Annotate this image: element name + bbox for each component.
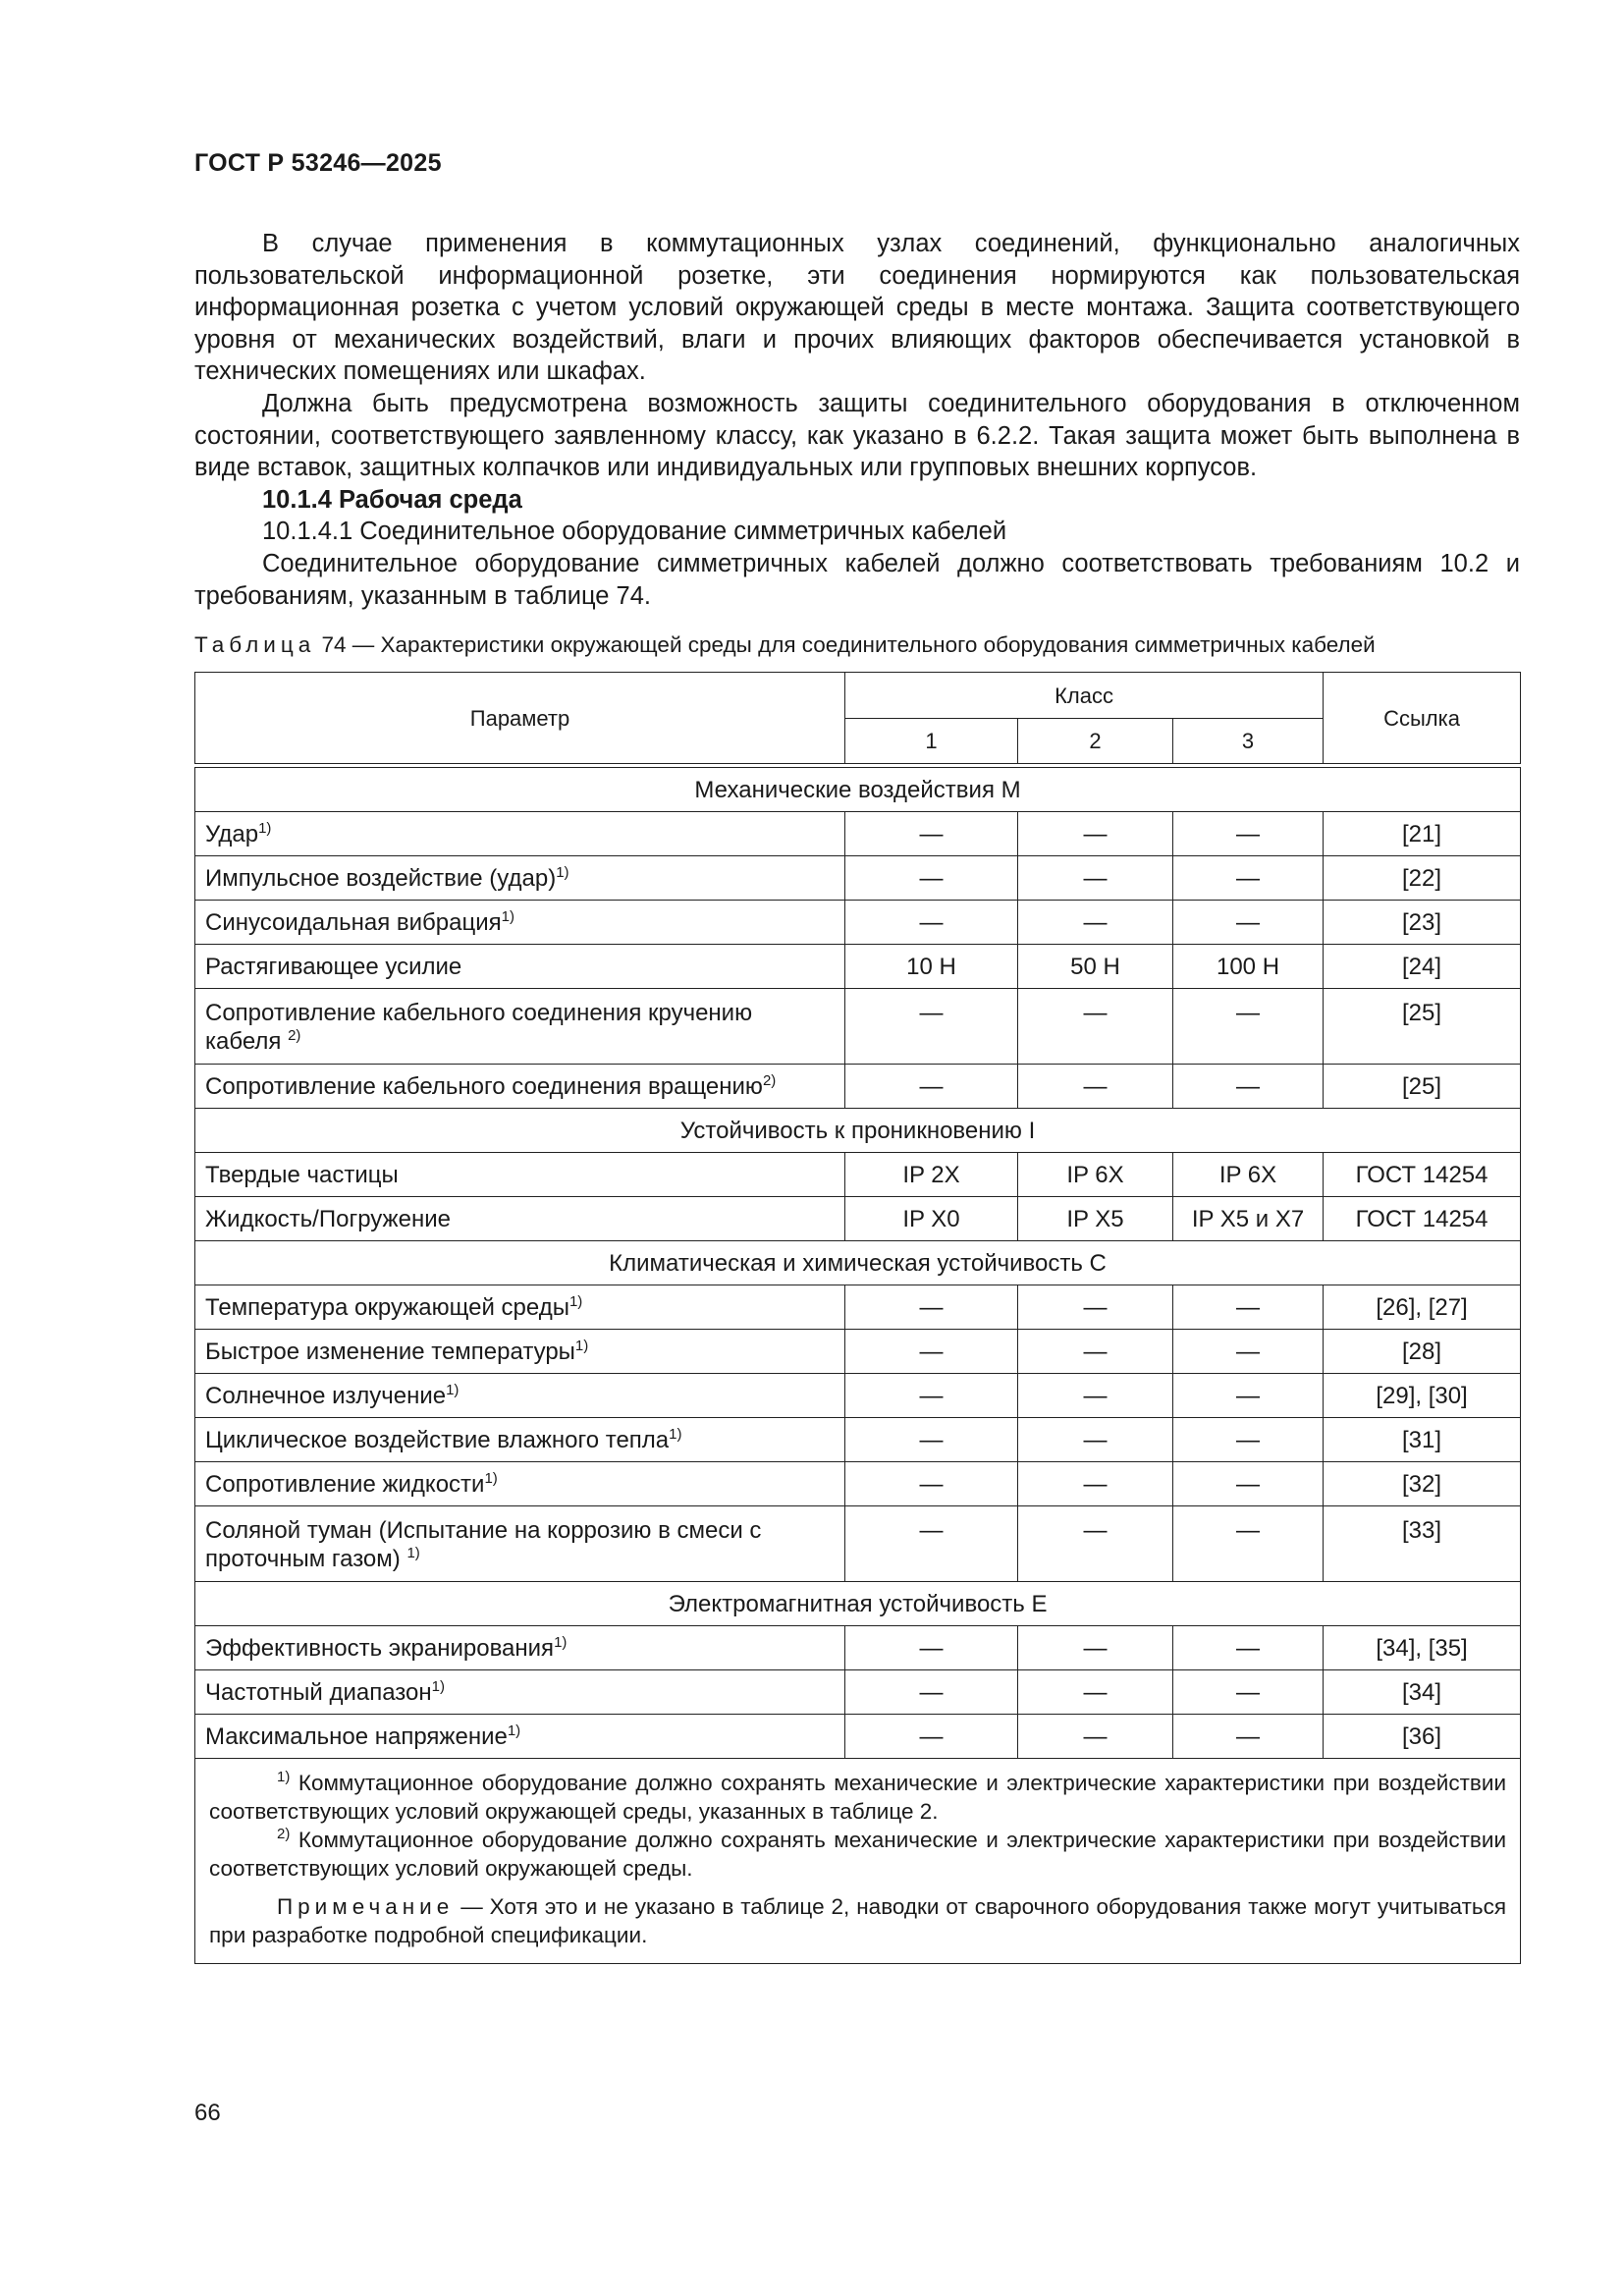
class-3-cell: —	[1173, 1330, 1324, 1374]
class-2-cell: IP X5	[1018, 1197, 1173, 1241]
table-row	[195, 1670, 1521, 1715]
header-class-3: 3	[1173, 719, 1324, 764]
table-caption-label: Таблица	[194, 632, 316, 657]
param-cell	[195, 945, 845, 989]
class-1-cell: —	[845, 1626, 1018, 1670]
footnote-text: Коммутационное оборудование должно сохранять механические и электрические характеристики при воздействии соответствующих условий окружающей среды.	[209, 1828, 1507, 1881]
class-3-cell: —	[1173, 1506, 1324, 1582]
class-3-cell: —	[1173, 1374, 1324, 1418]
param-cell	[195, 989, 845, 1065]
footnote-text: Коммутационное оборудование должно сохранять механические и электрические характеристики при воздействии соответствующих условий окружающей среды, указанных в таблице 2.	[209, 1771, 1507, 1824]
class-3-cell: —	[1173, 1670, 1324, 1715]
param-cell	[195, 1462, 845, 1506]
paragraph: Соединительное оборудование симметричных кабелей должно соответствовать требованиям 10.2 и требованиям, указанным в таблице 74.	[194, 549, 1520, 610]
ref-cell: [24]	[1324, 945, 1521, 989]
class-1-cell: —	[845, 1670, 1018, 1715]
class-1-cell: —	[845, 989, 1018, 1065]
body-text	[194, 228, 1520, 612]
class-1-cell: —	[845, 1330, 1018, 1374]
class-3-cell: IP 6X	[1173, 1153, 1324, 1197]
section-title: Механические воздействия M	[195, 768, 1521, 812]
note-label: Примечание	[277, 1894, 455, 1919]
class-1-cell: —	[845, 1374, 1018, 1418]
class-3-cell: IP X5 и X7	[1173, 1197, 1324, 1241]
param-name: Быстрое изменение температуры	[205, 1338, 575, 1365]
param-name: Твердые частицы	[205, 1161, 399, 1188]
class-3-cell: —	[1173, 1418, 1324, 1462]
footnote-ref: 1)	[406, 1545, 420, 1561]
footnote-ref: 1)	[574, 1337, 589, 1354]
ref-cell: [23]	[1324, 901, 1521, 945]
ref-cell: [31]	[1324, 1418, 1521, 1462]
param-cell	[195, 812, 845, 856]
table-row	[195, 901, 1521, 945]
ref-cell: [34]	[1324, 1670, 1521, 1715]
ref-cell: [26], [27]	[1324, 1285, 1521, 1330]
param-name: Синусоидальная вибрация	[205, 908, 502, 936]
param-cell	[195, 1374, 845, 1418]
header-class-1: 1	[845, 719, 1018, 764]
table-row	[195, 989, 1521, 1065]
param-cell	[195, 1285, 845, 1330]
class-2-cell: —	[1018, 1418, 1173, 1462]
ref-cell: [25]	[1324, 989, 1521, 1065]
param-name: Температура окружающей среды	[205, 1293, 569, 1321]
section-row	[195, 768, 1521, 812]
class-1-cell: —	[845, 1462, 1018, 1506]
param-cell	[195, 901, 845, 945]
table-row	[195, 1285, 1521, 1330]
ref-cell: [22]	[1324, 856, 1521, 901]
param-name: Солнечное излучение	[205, 1382, 447, 1409]
table-row	[195, 1153, 1521, 1197]
table-row	[195, 1374, 1521, 1418]
header-class: Класс	[845, 673, 1324, 719]
environment-table	[194, 672, 1521, 1964]
ref-cell: [32]	[1324, 1462, 1521, 1506]
class-2-cell: —	[1018, 1462, 1173, 1506]
footnote-ref: 1)	[258, 819, 272, 837]
table-header-row	[195, 673, 1521, 719]
class-1-cell: —	[845, 1715, 1018, 1759]
class-2-cell: —	[1018, 1330, 1173, 1374]
subsection-heading: 10.1.4.1 Соединительное оборудование симметричных кабелей	[262, 518, 1007, 546]
table-caption-text: 74 — Характеристики окружающей среды для соединительного оборудования симметричных кабелей	[321, 632, 1376, 657]
param-name: Растягивающее усилие	[205, 953, 462, 980]
param-name: Циклическое воздействие влажного тепла	[205, 1426, 670, 1453]
param-cell	[195, 1197, 845, 1241]
table-row	[195, 812, 1521, 856]
paragraph: Должна быть предусмотрена возможность защиты соединительного оборудования в отключенном состоянии, соответствующего заявленному классу, как указано в 6.2.2. Такая защита может быть выполнена в виде вставок, защитных колпачков или индивидуальных или групповых внешних корпусов.	[194, 389, 1520, 482]
param-name: Сопротивление кабельного соединения кручению кабеля	[205, 1000, 753, 1055]
ref-cell: ГОСТ 14254	[1324, 1197, 1521, 1241]
table-note	[209, 1892, 1506, 1949]
table-notes-row	[195, 1759, 1521, 1964]
param-cell	[195, 1330, 845, 1374]
ref-cell: [36]	[1324, 1715, 1521, 1759]
param-name: Эффективность экранирования	[205, 1634, 555, 1662]
table-caption	[194, 632, 1530, 658]
param-cell	[195, 1418, 845, 1462]
ref-cell: ГОСТ 14254	[1324, 1153, 1521, 1197]
footnote	[209, 1769, 1506, 1826]
paragraph: В случае применения в коммутационных узлах соединений, функционально аналогичных пользовательской информационной розетке, эти соединения нормируются как пользовательская информационная розетка с учетом условий окружающей среды в месте монтажа. Защита соответствующего уровня от механических воздействий, влаги и прочих влияющих факторов обеспечивается установкой в технических помещениях или шкафах.	[194, 230, 1520, 386]
param-name: Импульсное воздействие (удар)	[205, 864, 557, 892]
class-2-cell: —	[1018, 901, 1173, 945]
class-3-cell: —	[1173, 1285, 1324, 1330]
table-row	[195, 945, 1521, 989]
class-1-cell: —	[845, 812, 1018, 856]
ref-cell: [28]	[1324, 1330, 1521, 1374]
class-3-cell: —	[1173, 901, 1324, 945]
param-name: Удар	[205, 820, 259, 847]
class-1-cell: —	[845, 1418, 1018, 1462]
param-name: Максимальное напряжение	[205, 1722, 508, 1750]
class-2-cell: —	[1018, 812, 1173, 856]
section-title: Устойчивость к проникновению I	[195, 1109, 1521, 1153]
class-1-cell: —	[845, 901, 1018, 945]
param-name: Сопротивление жидкости	[205, 1470, 485, 1498]
param-cell	[195, 1670, 845, 1715]
header-class-2: 2	[1018, 719, 1173, 764]
class-3-cell: —	[1173, 989, 1324, 1065]
class-3-cell: —	[1173, 1715, 1324, 1759]
section-row	[195, 1582, 1521, 1626]
table-row	[195, 1197, 1521, 1241]
class-2-cell: —	[1018, 1065, 1173, 1109]
footnote-ref: 2)	[762, 1071, 777, 1089]
ref-cell: [33]	[1324, 1506, 1521, 1582]
footnote-ref: 1)	[556, 863, 569, 881]
param-cell	[195, 1153, 845, 1197]
footnote-ref: 1)	[446, 1381, 460, 1398]
param-cell	[195, 1065, 845, 1109]
footnote-ref: 1)	[484, 1469, 498, 1487]
table-row	[195, 1715, 1521, 1759]
footnote-mark: 2)	[277, 1826, 291, 1842]
class-1-cell: —	[845, 856, 1018, 901]
table-row	[195, 1462, 1521, 1506]
table-row	[195, 856, 1521, 901]
class-3-cell: —	[1173, 856, 1324, 901]
param-cell	[195, 1506, 845, 1582]
section-row	[195, 1109, 1521, 1153]
section-title: Электромагнитная устойчивость E	[195, 1582, 1521, 1626]
class-2-cell: —	[1018, 989, 1173, 1065]
class-1-cell: —	[845, 1506, 1018, 1582]
param-cell	[195, 856, 845, 901]
param-name: Частотный диапазон	[205, 1678, 432, 1706]
class-1-cell: 10 Н	[845, 945, 1018, 989]
footnote-ref: 1)	[431, 1677, 445, 1695]
footnote-ref: 1)	[501, 907, 514, 925]
param-cell	[195, 1626, 845, 1670]
note-text: — Хотя это и не указано в таблице 2, наводки от сварочного оборудования также могут учитываться при разработке подробной спецификации.	[209, 1894, 1507, 1947]
table-row	[195, 1626, 1521, 1670]
class-2-cell: —	[1018, 856, 1173, 901]
section-row	[195, 1241, 1521, 1285]
table-row	[195, 1330, 1521, 1374]
page-number: 66	[194, 2100, 221, 2126]
param-name: Соляной туман (Испытание на коррозию в смеси с проточным газом)	[205, 1517, 762, 1572]
class-2-cell: IP 6X	[1018, 1153, 1173, 1197]
class-1-cell: —	[845, 1285, 1018, 1330]
class-1-cell: —	[845, 1065, 1018, 1109]
param-name: Жидкость/Погружение	[205, 1205, 451, 1232]
footnote-ref: 1)	[568, 1292, 583, 1310]
footnote-ref: 1)	[507, 1722, 521, 1739]
footnote	[209, 1826, 1506, 1883]
class-3-cell: —	[1173, 1462, 1324, 1506]
class-2-cell: —	[1018, 1626, 1173, 1670]
table-row	[195, 1506, 1521, 1582]
ref-cell: [25]	[1324, 1065, 1521, 1109]
class-3-cell: —	[1173, 812, 1324, 856]
ref-cell: [21]	[1324, 812, 1521, 856]
header-parameter: Параметр	[195, 673, 845, 764]
table-row	[195, 1065, 1521, 1109]
class-3-cell: —	[1173, 1065, 1324, 1109]
footnote-mark: 1)	[277, 1769, 291, 1785]
table-row	[195, 1418, 1521, 1462]
class-1-cell: IP 2X	[845, 1153, 1018, 1197]
document-header: ГОСТ Р 53246—2025	[194, 149, 442, 177]
footnote-ref: 1)	[554, 1633, 568, 1651]
class-3-cell: 100 Н	[1173, 945, 1324, 989]
param-cell	[195, 1715, 845, 1759]
class-1-cell: IP X0	[845, 1197, 1018, 1241]
class-3-cell: —	[1173, 1626, 1324, 1670]
class-2-cell: —	[1018, 1374, 1173, 1418]
ref-cell: [34], [35]	[1324, 1626, 1521, 1670]
footnote-ref: 1)	[669, 1425, 682, 1443]
class-2-cell: —	[1018, 1285, 1173, 1330]
section-heading: 10.1.4 Рабочая среда	[262, 485, 522, 514]
class-2-cell: —	[1018, 1715, 1173, 1759]
header-ref: Ссылка	[1324, 673, 1521, 764]
param-name: Сопротивление кабельного соединения вращению	[205, 1072, 763, 1100]
class-2-cell: —	[1018, 1506, 1173, 1582]
class-2-cell: —	[1018, 1670, 1173, 1715]
ref-cell: [29], [30]	[1324, 1374, 1521, 1418]
class-2-cell: 50 Н	[1018, 945, 1173, 989]
table-notes	[195, 1759, 1521, 1964]
section-title: Климатическая и химическая устойчивость C	[195, 1241, 1521, 1285]
footnote-ref: 2)	[288, 1027, 301, 1044]
